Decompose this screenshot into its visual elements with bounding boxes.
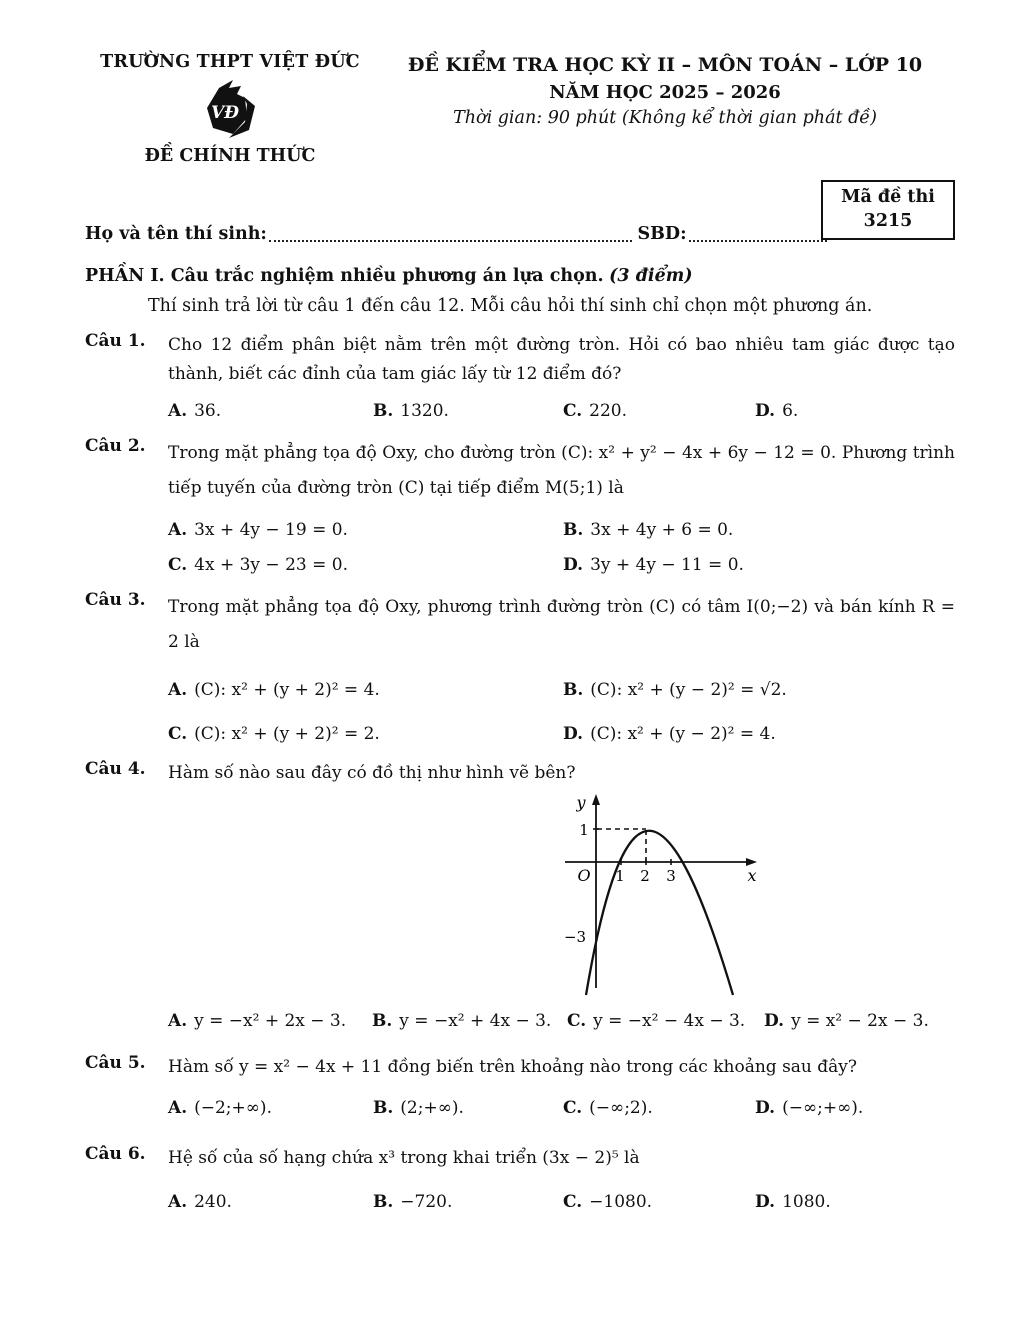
q4-option-c: C. y = −x² − 4x − 3. [567, 1011, 746, 1032]
header-right [375, 52, 955, 128]
exam-duration: Thời gian: 90 phút (Không kể thời gian phát đề) [453, 108, 877, 128]
question-5-options [168, 1098, 955, 1118]
y-axis-label: y [576, 793, 586, 813]
header-left [85, 52, 375, 166]
q3-option-c: C. (C): x² + (y + 2)² = 2. [168, 723, 380, 744]
exam-type: ĐỀ CHÍNH THỨC [144, 146, 316, 166]
question-4-text: Hàm số nào sau đây có đồ thị như hình vẽ bên? [168, 762, 576, 783]
q5-option-c: C. (−∞;2). [563, 1098, 653, 1119]
q1-option-b: B. 1320. [373, 401, 449, 422]
q6-option-d: D. 1080. [755, 1191, 831, 1212]
exam-title: ĐỀ KIỂM TRA HỌC KỲ II – MÔN TOÁN – LỚP 10 [407, 54, 923, 76]
y-axis-arrow-icon [592, 794, 600, 805]
q4-option-d: D. y = x² − 2x − 3. [764, 1011, 929, 1032]
q3-option-a: A. (C): x² + (y + 2)² = 4. [168, 679, 380, 700]
q1-option-a: A. 36. [168, 401, 222, 422]
parabola-figure [553, 792, 768, 999]
school-logo-icon [199, 78, 261, 144]
sbd-label: SBD: [637, 224, 687, 244]
question-3 [85, 590, 955, 744]
question-6-options [168, 1192, 955, 1212]
q5-option-a: A. (−2;+∞). [168, 1098, 272, 1119]
logo-monogram: VĐ [210, 103, 240, 123]
part1-points: (3 điểm) [609, 266, 693, 286]
y-tick-1-label: 1 [579, 821, 589, 840]
question-3-text: Trong mặt phẳng tọa độ Oxy, phương trình đường tròn (C) có tâm I(0;−2) và bán kính R = 2 là [168, 597, 955, 652]
q2-option-b: B. 3x + 4y + 6 = 0. [563, 520, 734, 541]
question-1-text: Cho 12 điểm phân biệt nằm trên một đường tròn. Hỏi có bao nhiêu tam giác được tạo thành, biết các đỉnh của tam giác lấy từ 12 điểm đó? [168, 335, 955, 385]
exam-code-box [821, 180, 955, 240]
question-2-label: Câu 2. [85, 436, 146, 457]
q5-option-d: D. (−∞;+∞). [755, 1098, 864, 1119]
q2-option-a: A. 3x + 4y − 19 = 0. [168, 520, 348, 541]
y-tick-neg3-label: −3 [563, 928, 587, 947]
candidate-section [85, 180, 955, 258]
q2-option-c: C. 4x + 3y − 23 = 0. [168, 555, 348, 576]
x-tick-2-label: 2 [640, 867, 650, 886]
q4-option-b: B. y = −x² + 4x − 3. [372, 1011, 552, 1032]
question-6-text: Hệ số của số hạng chứa x³ trong khai triển (3x − 2)⁵ là [168, 1148, 640, 1169]
q3-option-d: D. (C): x² + (y − 2)² = 4. [563, 723, 776, 744]
question-2-text: Trong mặt phẳng tọa độ Oxy, cho đường tròn (C): x² + y² − 4x + 6y − 12 = 0. Phương trình tiếp tuyến của đường tròn (C) tại tiếp điểm M(5;1) là [168, 443, 955, 499]
question-5-label: Câu 5. [85, 1053, 146, 1074]
question-6 [85, 1144, 955, 1211]
question-4 [85, 759, 955, 1031]
question-4-options [168, 1011, 955, 1031]
school-name: TRƯỜNG THPT VIỆT ĐỨC [100, 52, 360, 72]
q1-option-d: D. 6. [755, 401, 799, 422]
exam-year: NĂM HỌC 2025 – 2026 [549, 82, 781, 103]
question-1-options [168, 401, 955, 421]
candidate-line [85, 223, 827, 244]
question-3-options [168, 680, 955, 744]
q5-option-b: B. (2;+∞). [373, 1098, 464, 1119]
q4-option-a: A. y = −x² + 2x − 3. [168, 1011, 347, 1032]
question-1 [85, 331, 955, 421]
question-2 [85, 436, 955, 575]
q3-option-b: B. (C): x² + (y − 2)² = √2. [563, 679, 787, 700]
question-5-text: Hàm số y = x² − 4x + 11 đồng biến trên khoảng nào trong các khoảng sau đây? [168, 1057, 858, 1078]
q6-option-b: B. −720. [373, 1191, 453, 1212]
x-tick-1-label: 1 [615, 867, 625, 886]
q1-option-c: C. 220. [563, 401, 628, 422]
q2-option-d: D. 3y + 4y − 11 = 0. [563, 555, 744, 576]
part1-heading-row [85, 266, 955, 286]
q6-option-c: C. −1080. [563, 1191, 653, 1212]
x-axis-arrow-icon [746, 858, 757, 866]
question-2-options [168, 520, 955, 575]
x-axis-label: x [747, 866, 757, 886]
q6-option-a: A. 240. [168, 1191, 232, 1212]
exam-code-label: Mã đề thi [841, 187, 935, 207]
origin-label: O [577, 866, 591, 886]
part1-heading: PHẦN I. Câu trắc nghiệm nhiều phương án lựa chọn. [85, 266, 604, 286]
sbd-blank [689, 223, 827, 242]
question-4-label: Câu 4. [85, 758, 146, 779]
exam-code-value: 3215 [863, 210, 913, 231]
part1-instruction: Thí sinh trả lời từ câu 1 đến câu 12. Mỗi câu hỏi thí sinh chỉ chọn một phương án. [148, 296, 873, 316]
candidate-name-label: Họ và tên thí sinh: [85, 224, 267, 244]
question-5 [85, 1053, 955, 1118]
question-3-label: Câu 3. [85, 590, 146, 611]
candidate-name-blank [269, 223, 632, 242]
parabola-curve [586, 831, 733, 995]
x-tick-3-label: 3 [666, 867, 676, 886]
question-1-label: Câu 1. [85, 331, 146, 351]
header [85, 52, 955, 166]
question-6-label: Câu 6. [85, 1144, 146, 1165]
